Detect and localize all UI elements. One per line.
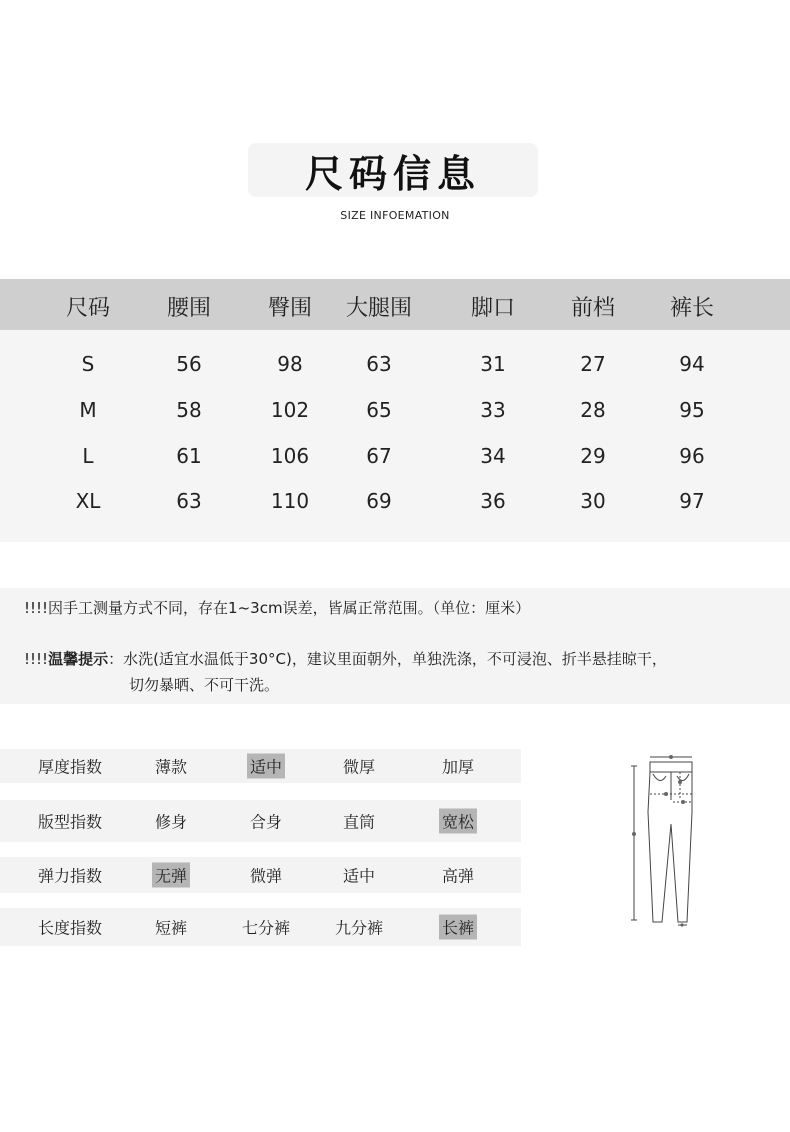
index-option: 加厚: [441, 757, 475, 777]
index-option: 合身: [249, 812, 283, 832]
table-cell: 63: [176, 489, 202, 513]
page-title: 尺码信息: [304, 151, 481, 196]
index-row: [0, 908, 521, 946]
table-cell: 29: [580, 444, 606, 468]
table-cell: 31: [480, 352, 506, 376]
index-label: 弹力指数: [37, 866, 103, 886]
index-option-selected: 长裤: [439, 915, 477, 940]
table-cell: 110: [270, 489, 310, 513]
column-header: 脚口: [470, 296, 516, 321]
index-option-selected: 无弹: [152, 863, 190, 888]
title-box: [248, 143, 538, 197]
size-label: L: [82, 444, 94, 468]
table-cell: 28: [580, 398, 606, 422]
index-option: 九分裤: [334, 918, 384, 938]
size-label: S: [81, 352, 95, 376]
care-label: 温馨提示: [48, 650, 109, 668]
table-cell: 67: [366, 444, 392, 468]
column-header: 腰围: [166, 296, 212, 321]
measurement-note: !!!!因手工测量方式不同，存在1~3cm误差，皆属正常范围。（单位：厘米）: [24, 599, 531, 617]
column-header: 前档: [570, 296, 616, 321]
table-cell: 56: [176, 352, 202, 376]
index-option-selected: 宽松: [439, 809, 477, 834]
column-header: 臀围: [267, 296, 313, 321]
care-note-line2: 切勿暴晒、不可干洗。: [129, 676, 280, 694]
index-option-selected: 适中: [247, 754, 285, 779]
table-cell: 61: [176, 444, 202, 468]
index-row: [0, 800, 521, 842]
table-cell: 65: [366, 398, 392, 422]
index-row: [0, 749, 521, 783]
notes-panel: [0, 588, 790, 704]
index-label: 厚度指数: [37, 757, 103, 777]
size-table-header: [0, 279, 790, 330]
index-option: 高弹: [441, 866, 475, 886]
index-option: 修身: [154, 812, 188, 832]
column-header: 大腿围: [345, 296, 413, 321]
index-label: 版型指数: [37, 812, 103, 832]
table-cell: 106: [270, 444, 310, 468]
size-label: M: [79, 398, 97, 422]
index-row: [0, 857, 521, 893]
size-label: XL: [75, 489, 101, 513]
trousers-measurement-icon: [622, 752, 704, 930]
table-cell: 34: [480, 444, 506, 468]
index-option: 适中: [342, 866, 376, 886]
care-text: ：水洗(适宜水温低于30°C)，建议里面朝外，单独洗涤，不可浸泡、折半悬挂晾干，: [108, 650, 667, 668]
table-cell: 96: [679, 444, 705, 468]
care-prefix: !!!!: [24, 650, 49, 668]
table-cell: 27: [580, 352, 606, 376]
index-option: 七分裤: [241, 918, 291, 938]
care-note-line1: [24, 648, 667, 669]
column-header: 裤长: [669, 296, 715, 321]
index-option: 微厚: [342, 757, 376, 777]
table-cell: 63: [366, 352, 392, 376]
size-table-body: [0, 330, 790, 542]
table-cell: 30: [580, 489, 606, 513]
page-subtitle: SIZE INFOEMATION: [340, 209, 450, 222]
column-header: 尺码: [65, 296, 111, 321]
table-cell: 36: [480, 489, 506, 513]
index-option: 微弹: [249, 866, 283, 886]
table-cell: 58: [176, 398, 202, 422]
table-cell: 95: [679, 398, 705, 422]
table-cell: 33: [480, 398, 506, 422]
table-cell: 97: [679, 489, 705, 513]
index-option: 短裤: [154, 918, 188, 938]
table-cell: 94: [679, 352, 705, 376]
index-option: 直筒: [342, 812, 376, 832]
index-option: 薄款: [154, 757, 188, 777]
table-cell: 102: [270, 398, 310, 422]
index-label: 长度指数: [37, 918, 103, 938]
table-cell: 98: [277, 352, 303, 376]
table-cell: 69: [366, 489, 392, 513]
